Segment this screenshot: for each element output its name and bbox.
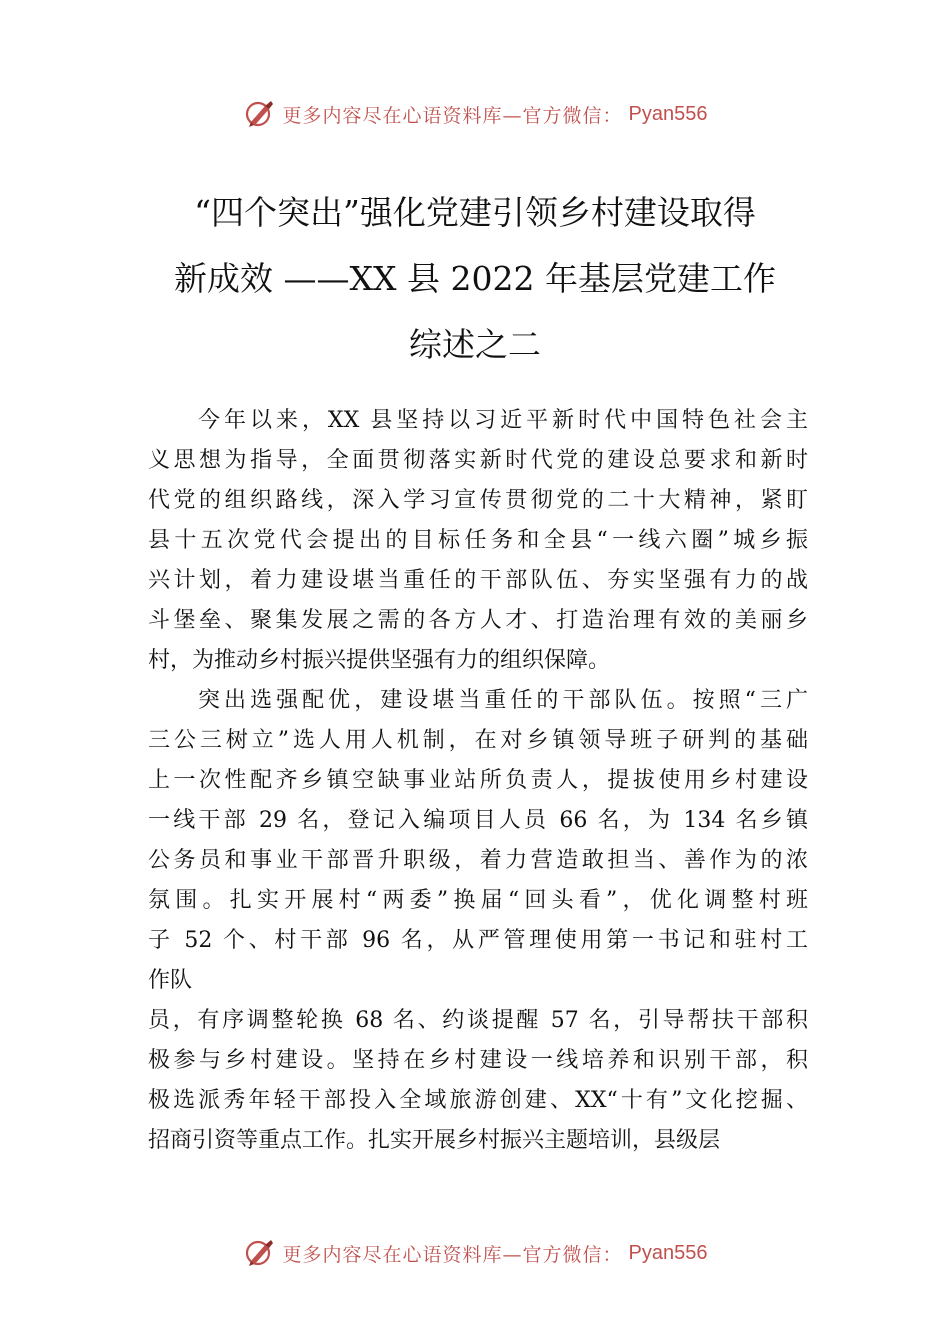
title-line: 新成效 ——XX 县 2022 年基层党建工作 [174, 259, 776, 298]
document-title [150, 180, 800, 378]
body-line: 子 52 个、村干部 96 名，从严管理使用第一书记和驻村工 [148, 928, 808, 953]
title-line: 综述之二 [409, 325, 541, 364]
body-line: 极选派秀年轻干部投入全域旅游创建、XX“十有”文化挖掘、 [148, 1088, 808, 1113]
body-line: 义思想为指导，全面贯彻落实新时代党的建设总要求和新时 [148, 448, 808, 473]
body-line: 一线干部 29 名，登记入编项目人员 66 名，为 134 名乡镇 [148, 808, 808, 833]
body-line: 代党的组织路线，深入学习宣传贯彻党的二十大精神，紧盯 [148, 488, 808, 513]
body-line: 员，有序调整轮换 68 名、约谈提醒 57 名，引导帮扶干部积 [148, 1008, 808, 1033]
body-line: 兴计划，着力建设堪当重任的干部队伍、夯实坚强有力的战 [148, 568, 808, 593]
watermark-wechat-id: Pyan556 [628, 102, 708, 125]
body-line: 作队 [148, 968, 193, 993]
body-line: 斗堡垒、聚集发展之需的各方人才、打造治理有效的美丽乡 [148, 608, 808, 633]
body-line: 极参与乡村建设。坚持在乡村建设一线培养和识别干部，积 [148, 1048, 808, 1073]
watermark-footer [0, 1233, 950, 1273]
body-line: 氛围。扎实开展村“两委”换届“回头看”，优化调整村班 [148, 888, 808, 913]
body-line: 突出选强配优，建设堪当重任的干部队伍。按照“三广 [198, 688, 808, 713]
watermark-text: 更多内容尽在心语资料库—官方微信： [282, 104, 623, 127]
body-line: 公务员和事业干部晋升职级，着力营造敢担当、善作为的浓 [148, 848, 808, 873]
pen-logo-icon [243, 1236, 277, 1270]
body-line: 村，为推动乡村振兴提供坚强有力的组织保障。 [148, 648, 611, 673]
body-line: 三公三树立”选人用人机制，在对乡镇领导班子研判的基础 [148, 728, 808, 753]
watermark-header [0, 94, 950, 134]
watermark-wechat-id: Pyan556 [628, 1241, 708, 1264]
body-line: 今年以来，XX 县坚持以习近平新时代中国特色社会主 [198, 408, 808, 433]
body-line: 县十五次党代会提出的目标任务和全县“一线六圈”城乡振 [148, 528, 808, 553]
body-line: 招商引资等重点工作。扎实开展乡村振兴主题培训，县级层 [148, 1128, 721, 1153]
title-line: “四个突出”强化党建引领乡村建设取得 [194, 193, 756, 232]
body-line: 上一次性配齐乡镇空缺事业站所负责人，提拔使用乡村建设 [148, 768, 808, 793]
watermark-text: 更多内容尽在心语资料库—官方微信： [282, 1243, 623, 1266]
document-body [148, 401, 808, 1161]
pen-logo-icon [243, 97, 277, 131]
